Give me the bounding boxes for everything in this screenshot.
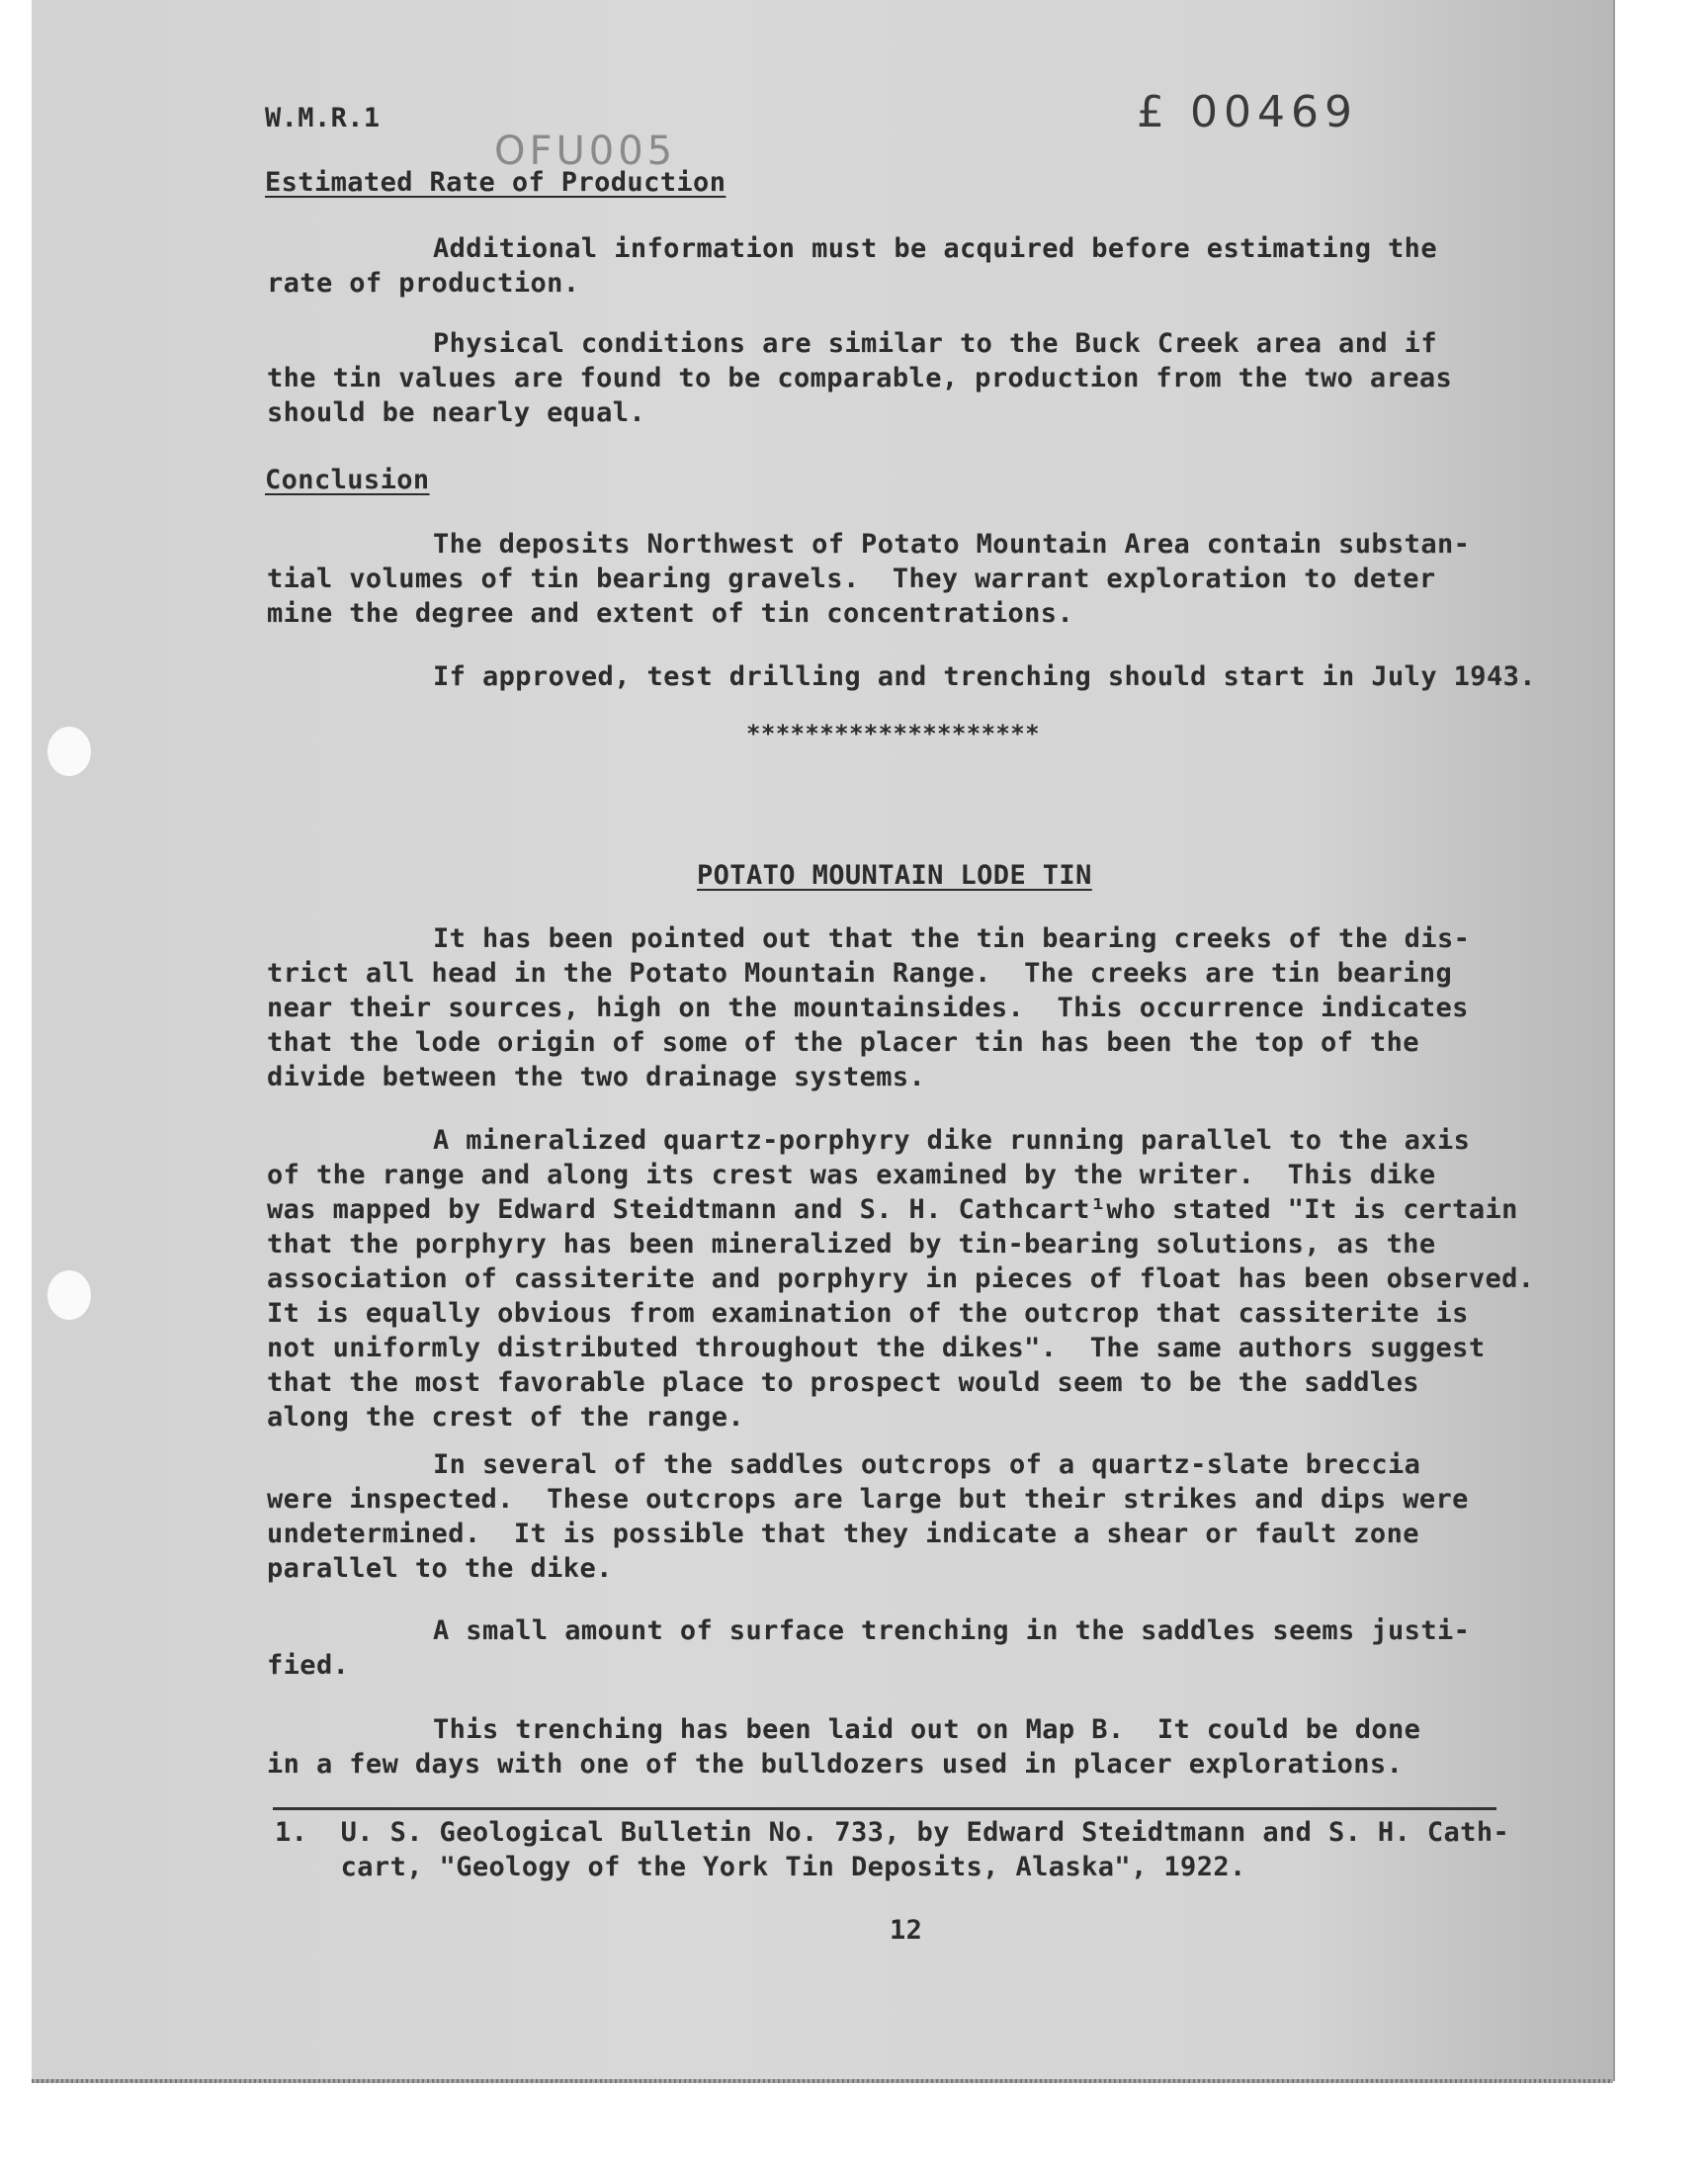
text-line: divide between the two drainage systems. xyxy=(267,1062,926,1092)
paragraph-physical-conditions xyxy=(267,326,1452,430)
text-line: that the lode origin of some of the placer tin has been the top of the xyxy=(267,1027,1419,1058)
footnote xyxy=(275,1815,1509,1884)
text-line: 1. U. S. Geological Bulletin No. 733, by Edward Steidtmann and S. H. Cath- xyxy=(275,1817,1510,1848)
text-line: Physical conditions are similar to the Buck Creek area and if xyxy=(433,328,1437,359)
heading-conclusion: Conclusion xyxy=(265,465,430,495)
text-line: fied. xyxy=(267,1650,350,1681)
text-line: mine the degree and extent of tin concentrations. xyxy=(267,598,1074,629)
text-line: that the porphyry has been mineralized by tin-bearing solutions, as the xyxy=(267,1229,1436,1260)
text-line: rate of production. xyxy=(267,268,580,299)
handwritten-document-number: £ 00469 xyxy=(1137,87,1358,137)
text-line: were inspected. These outcrops are large but their strikes and dips were xyxy=(267,1484,1469,1515)
asterisk-divider: ******************** xyxy=(746,720,1040,747)
text-line: undetermined. It is possible that they indicate a shear or fault zone xyxy=(267,1519,1419,1549)
document-reference: W.M.R.1 xyxy=(265,103,381,133)
text-line: should be nearly equal. xyxy=(267,397,646,428)
paragraph-additional-info xyxy=(267,231,1437,301)
page-number: 12 xyxy=(890,1915,923,1946)
text-line: Additional information must be acquired before estimating the xyxy=(433,233,1437,264)
text-line: the tin values are found to be comparable, production from the two areas xyxy=(267,363,1453,393)
paragraph-tin-creeks xyxy=(267,921,1470,1094)
paragraph-porphyry-dike xyxy=(267,1123,1534,1435)
paragraph-conclusion xyxy=(267,527,1470,631)
faint-stamp-number: OFU005 xyxy=(494,129,677,174)
text-line: This trenching has been laid out on Map B. It could be done xyxy=(433,1714,1421,1745)
text-line: tial volumes of tin bearing gravels. They warrant exploration to deter xyxy=(267,564,1436,594)
paragraph-approval: If approved, test drilling and trenching should start in July 1943. xyxy=(433,661,1536,692)
paragraph-surface-trenching xyxy=(267,1613,1470,1683)
text-line: It has been pointed out that the tin bearing creeks of the dis- xyxy=(433,923,1471,954)
punch-hole xyxy=(47,1270,91,1320)
text-line: near their sources, high on the mountainsides. This occurrence indicates xyxy=(267,993,1469,1023)
text-line: along the crest of the range. xyxy=(267,1402,745,1433)
text-line: of the range and along its crest was examined by the writer. This dike xyxy=(267,1160,1436,1190)
text-line: association of cassiterite and porphyry in pieces of float has been observed. xyxy=(267,1263,1535,1294)
text-line: that the most favorable place to prospect would seem to be the saddles xyxy=(267,1367,1419,1398)
text-line: A mineralized quartz-porphyry dike running parallel to the axis xyxy=(433,1125,1471,1156)
text-line: A small amount of surface trenching in the saddles seems justi- xyxy=(433,1615,1471,1646)
punch-hole xyxy=(47,727,91,776)
text-line: in a few days with one of the bulldozers used in placer explorations. xyxy=(267,1749,1404,1780)
paragraph-map-b-trenching xyxy=(267,1712,1420,1782)
text-line: was mapped by Edward Steidtmann and S. H. Cathcart¹who stated "It is certain xyxy=(267,1194,1518,1225)
text-line: It is equally obvious from examination of the outcrop that cassiterite is xyxy=(267,1298,1469,1329)
text-line: In several of the saddles outcrops of a quartz-slate breccia xyxy=(433,1449,1421,1480)
footnote-rule xyxy=(273,1807,1496,1810)
paragraph-saddle-outcrops xyxy=(267,1447,1469,1586)
text-line: cart, "Geology of the York Tin Deposits, Alaska", 1922. xyxy=(275,1852,1246,1882)
text-line: The deposits Northwest of Potato Mountain Area contain substan- xyxy=(433,529,1471,560)
text-line: parallel to the dike. xyxy=(267,1553,613,1584)
heading-estimated-rate: Estimated Rate of Production xyxy=(265,167,726,198)
text-line: trict all head in the Potato Mountain Range. The creeks are tin bearing xyxy=(267,958,1453,989)
heading-potato-mountain-lode-tin: POTATO MOUNTAIN LODE TIN xyxy=(697,860,1092,891)
text-line: not uniformly distributed throughout the dikes". The same authors suggest xyxy=(267,1333,1486,1363)
